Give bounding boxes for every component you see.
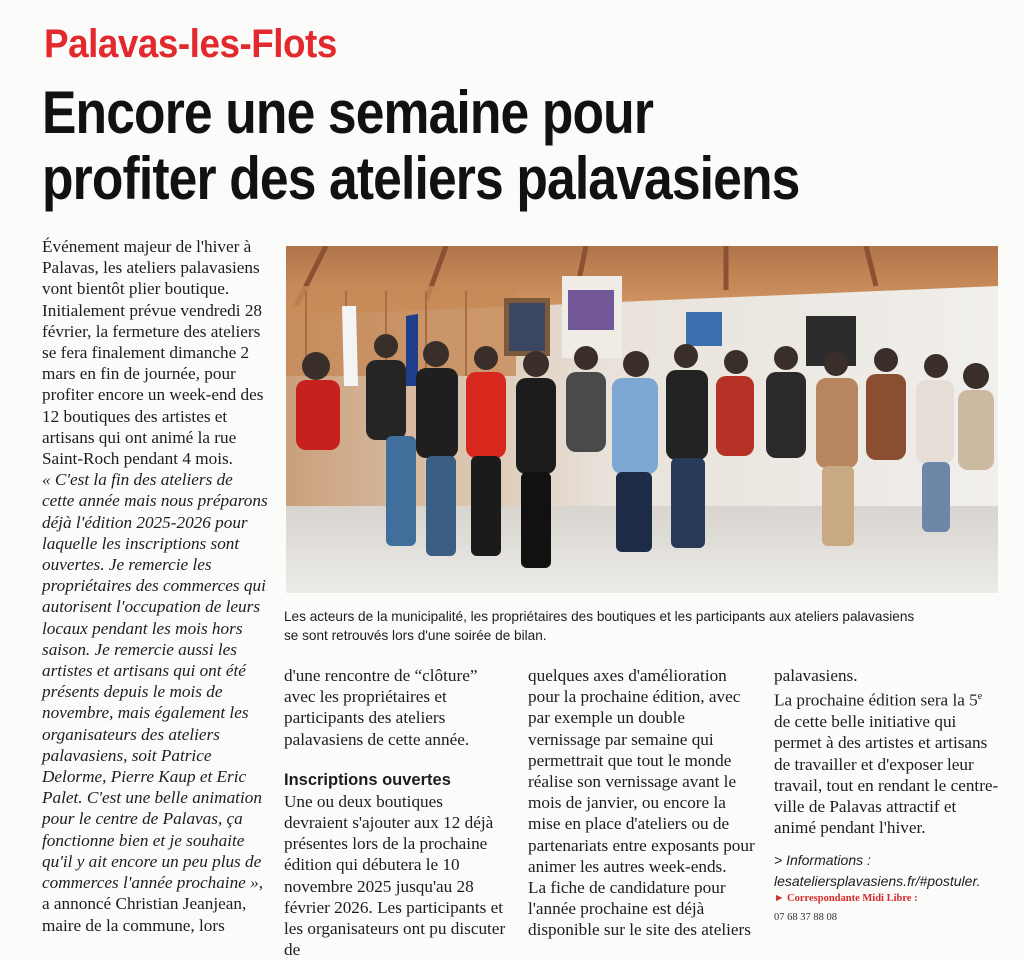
subhead-inscriptions: Inscriptions ouvertes <box>284 770 451 789</box>
col3-paragraph-2: La fiche de candidature pour l'année prochaine est déjà disponible sur le site des ateliers <box>528 878 751 940</box>
col2-paragraph-2: Une ou deux boutiques devraient s'ajouter aux 12 déjà présentes lors de la prochaine édition qui débutera le 10 novembre 2025 jusqu'au 28 février 2026. Les participants et les organisateurs ont pu discuter de <box>284 791 506 960</box>
col4-paragraph-1: palavasiens. <box>774 666 858 685</box>
article-column-2 <box>284 665 506 960</box>
article-column-1 <box>42 236 268 936</box>
ordinal-suffix: e <box>977 691 983 703</box>
location-kicker: Palavas-les-Flots <box>44 22 337 66</box>
info-url-link[interactable]: lesateliersplavasiens.fr/#postuler. <box>774 873 981 889</box>
headline-line-1: Encore une semaine pour <box>42 79 654 146</box>
correspondent-label: ► Correspondante Midi Libre : <box>774 893 918 904</box>
info-block <box>774 850 1014 892</box>
article-photo <box>286 246 998 593</box>
group-photo-illustration <box>286 246 998 593</box>
col4-text-b: de cette belle initiative qui permet à des artistes et artisans de travailler et d'exposer leur travail, tout en rendant le centre-ville de Palavas attractif et animé pendant l'hiver. <box>774 712 999 838</box>
quote-text: « C'est la fin des ateliers de cette année mais nous préparons déjà l'édition 2025-2026 pour laquelle les inscriptions sont ouvertes. Je remercie les propriétaires des commerces qui autorisent l'occupation de leurs locaux pendant les mois hors saison. Je remercie aussi les artistes et artisans qui ont été présents depuis le mois de novembre, mais également les organisateurs des ateliers palavasiens, soit Patrice Delorme, Pierre Kaup et Eric Palet. C'est une belle animation pour le centre de Palavas, ça fonctionne bien et je souhaite qu'il y ait encore un peu plus de commerces l'année prochaine » <box>42 470 268 893</box>
article-column-3 <box>528 665 756 941</box>
quote-attribution: , a annoncé Christian Jeanjean, maire de la commune, lors <box>42 873 263 935</box>
col2-paragraph-1: d'une rencontre de “clôture” avec les propriétaires et participants des ateliers palavasiens de cette année. <box>284 666 478 749</box>
col3-paragraph-1: quelques axes d'amélioration pour la prochaine édition, avec par exemple un double vernissage par semaine qui permettrait que tout le monde réalise son vernissage avant le mois de janvier, ou encore la mise en place d'ateliers ou de partenariats entre exposants pour animer les autres week-ends. <box>528 666 755 876</box>
intro-paragraph: Événement majeur de l'hiver à Palavas, les ateliers palavasiens vont bientôt plier boutique. Initialement prévue vendredi 28 février, la fermeture des ateliers se fera finalement dimanche 2 mars en fin de journée, pour profiter encore un week-end des 12 boutiques des artistes et artisans qui ont animé la rue Saint-Roch pendant 4 mois. <box>42 237 264 469</box>
headline-line-2: profiter des ateliers palavasiens <box>42 145 800 212</box>
caption-line-2: se sont retrouvés lors d'une soirée de bilan. <box>284 627 547 643</box>
headline <box>42 80 868 212</box>
col4-text-a: La prochaine édition sera la 5 <box>774 690 978 710</box>
photo-caption <box>284 608 1004 645</box>
mayor-quote <box>42 469 268 935</box>
col4-paragraph-2 <box>774 686 1002 838</box>
correspondent-phone: 07 68 37 88 08 <box>774 912 837 923</box>
info-label: > Informations : <box>774 852 871 868</box>
article-column-4 <box>774 665 1002 838</box>
caption-line-1: Les acteurs de la municipalité, les propriétaires des boutiques et les participants aux ateliers palavasiens <box>284 609 915 624</box>
